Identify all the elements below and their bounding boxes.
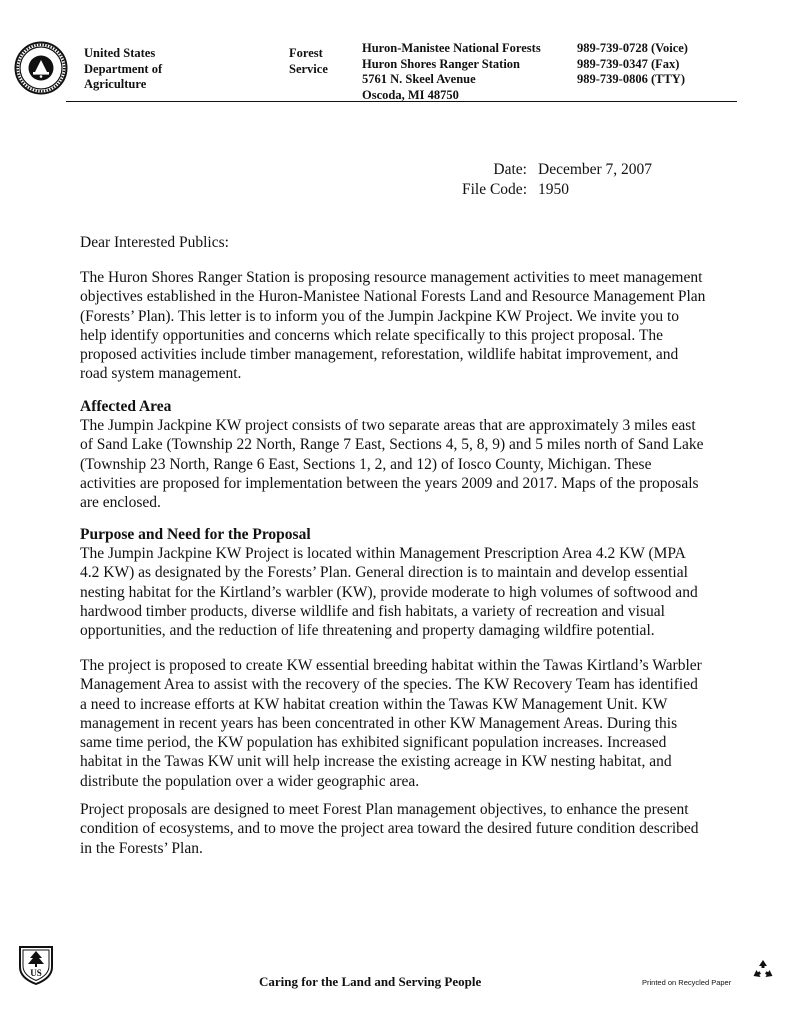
footer-slogan: Caring for the Land and Serving People	[259, 974, 482, 989]
date-value: December 7, 2007	[538, 161, 653, 178]
text-line: of Sand Lake (Township 22 North, Range 7 East, Sections 4, 5, 8, 9) and 5 miles north of Sand Lake	[80, 436, 704, 454]
phone-tty: 989-739-0806 (TTY)	[577, 72, 685, 86]
salutation: Dear Interested Publics:	[80, 234, 229, 251]
service-line: Forest	[289, 46, 323, 60]
phone-numbers	[577, 41, 688, 88]
office-address	[362, 41, 541, 103]
agency-line: Agriculture	[84, 77, 147, 91]
text-line: The Huron Shores Ranger Station is proposing resource management activities to meet management	[80, 269, 703, 286]
office-line: 5761 N. Skeel Avenue	[362, 72, 476, 86]
text-line: in the Forests’ Plan.	[80, 839, 203, 857]
text-line: proposed activities include timber management, reforestation, wildlife habitat improvement, and	[80, 346, 679, 364]
forest-service-shield-icon	[18, 945, 54, 985]
intro-paragraph	[80, 268, 745, 384]
header-rule	[66, 101, 737, 102]
filecode-value: 1950	[538, 180, 569, 198]
text-line: distribute the population over a wider geographic area.	[80, 772, 420, 790]
text-line: (Forests’ Plan). This letter is to inform you of the Jumpin Jackpine KW Project. We invite you to	[80, 307, 680, 325]
text-line: The project is proposed to create KW essential breeding habitat within the Tawas Kirtland’s Warbler	[80, 657, 702, 674]
text-line: nesting habitat for the Kirtland’s warbler (KW), provide moderate to high volumes of softwood and	[80, 583, 698, 601]
text-line: are enclosed.	[80, 494, 161, 512]
date-label: Date:	[493, 161, 527, 178]
agency-line: Department of	[84, 61, 163, 76]
service-line: Service	[289, 61, 328, 76]
text-line: same time period, the KW population has exhibited significant population increases. Increased	[80, 734, 667, 752]
text-line: hardwood timber products, diverse wildlife and fish habitats, a variety of recreation and visual	[80, 602, 665, 620]
text-line: management in recent years has been concentrated in other KW Management Areas. During this	[80, 714, 678, 732]
proposals-paragraph	[80, 800, 745, 858]
phone-fax: 989-739-0347 (Fax)	[577, 56, 680, 71]
agency-block	[84, 46, 162, 93]
service-block	[289, 46, 328, 77]
recycle-icon	[751, 958, 775, 982]
text-line: habitat in the Tawas KW unit will help increase the existing acreage in KW nesting habitat, and	[80, 753, 672, 771]
project-paragraph	[80, 656, 745, 791]
text-line: The Jumpin Jackpine KW Project is located within Management Prescription Area 4.2 KW (MPA	[80, 545, 686, 562]
affected-area-heading: Affected Area	[80, 398, 172, 415]
phone-voice: 989-739-0728 (Voice)	[577, 41, 688, 55]
affected-area-paragraph	[80, 416, 745, 512]
usda-seal-icon	[14, 41, 68, 95]
text-line: 4.2 KW) as designated by the Forests’ Plan. General direction is to maintain and develop essential	[80, 564, 688, 582]
text-line: Project proposals are designed to meet Forest Plan management objectives, to enhance the present	[80, 801, 689, 818]
text-line: opportunities, and the reduction of life threatening and property damaging wildfire potential.	[80, 622, 655, 640]
text-line: The Jumpin Jackpine KW project consists of two separate areas that are approximately 3 miles east	[80, 417, 696, 434]
shield-letters: US	[30, 968, 42, 978]
text-line: (Township 23 North, Range 6 East, Sections 1, 2, and 12) of Iosco County, Michigan. These	[80, 455, 652, 473]
agency-line: United States	[84, 46, 156, 60]
text-line: activities are proposed for implementation between the years 2009 and 2017. Maps of the proposals	[80, 474, 699, 492]
office-line: Oscoda, MI 48750	[362, 87, 459, 102]
text-line: objectives established in the Huron-Manistee National Forests Land and Resource Management Plan	[80, 288, 706, 306]
office-line: Huron Shores Ranger Station	[362, 56, 521, 71]
text-line: help identify opportunities and concerns which relate specifically to this project proposal. The	[80, 326, 663, 344]
office-line: Huron-Manistee National Forests	[362, 41, 541, 55]
letter-meta	[437, 160, 652, 199]
recycled-paper-note: Printed on Recycled Paper	[642, 978, 732, 987]
text-line: Management Area to assist with the recovery of the species. The KW Recovery Team has identified	[80, 676, 698, 694]
filecode-label: File Code:	[461, 180, 527, 198]
purpose-heading: Purpose and Need for the Proposal	[80, 526, 311, 543]
text-line: a need to increase efforts at KW habitat creation within the Tawas KW Management Unit. KW	[80, 695, 668, 713]
text-line: road system management.	[80, 365, 242, 383]
text-line: condition of ecosystems, and to move the project area toward the desired future condition described	[80, 820, 699, 838]
purpose-paragraph	[80, 544, 745, 640]
